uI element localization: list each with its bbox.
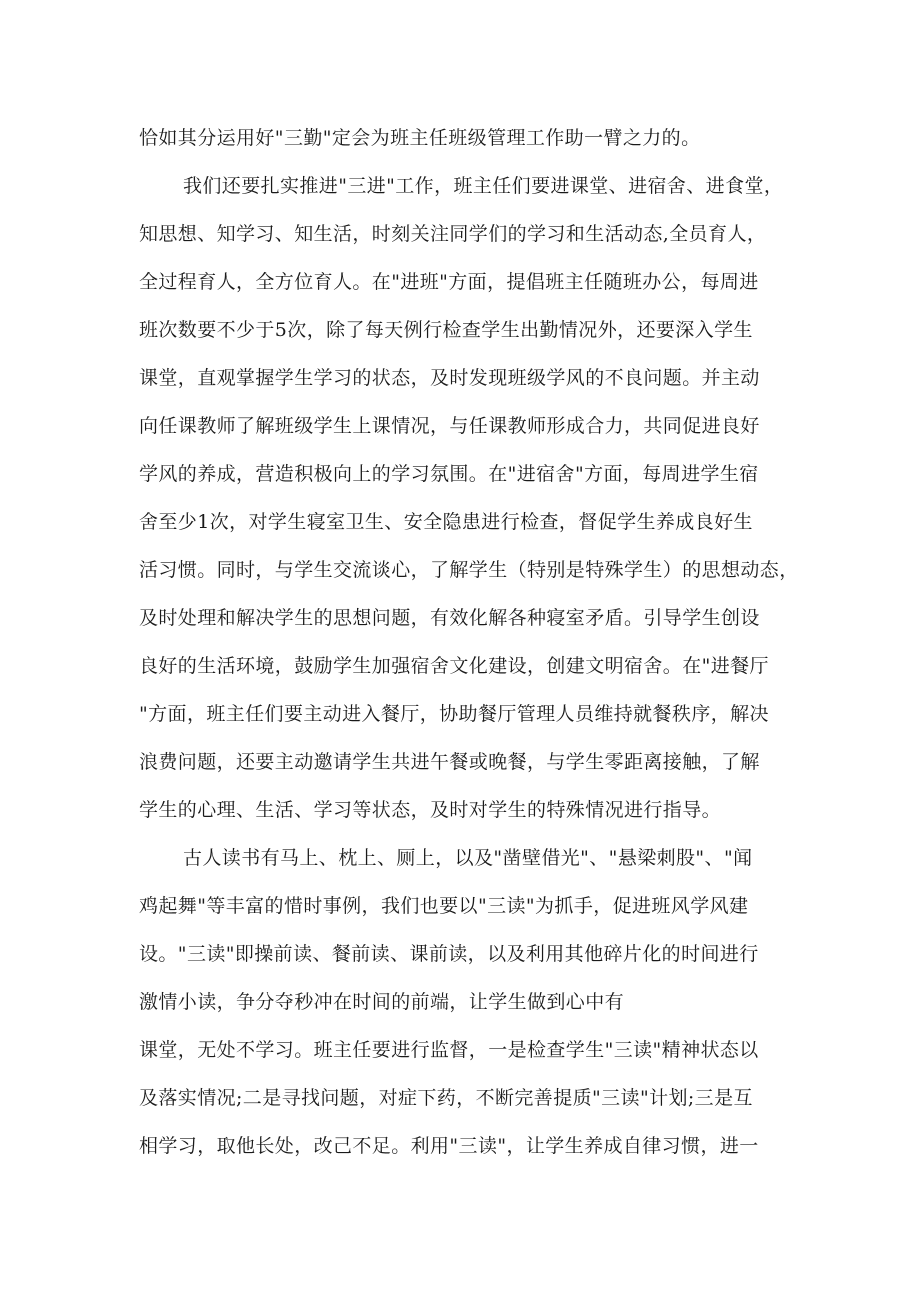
paragraph-first-line: 我们还要扎实推进"三进"工作，班主任们要进课堂、进宿舍、进食堂， bbox=[183, 175, 784, 197]
text-line: 课堂，无处不学习。班主任要进行监督，一是检查学生"三读"精神状态以 bbox=[139, 1039, 759, 1061]
paragraph-first-line: 古人读书有马上、枕上、厕上，以及"凿壁借光"、"悬梁刺股"、"闻 bbox=[183, 847, 753, 869]
text-line: 及时处理和解决学生的思想问题，有效化解各种寝室矛盾。引导学生创设 bbox=[139, 607, 760, 629]
text-line: 相学习，取他长处，改己不足。利用"三读"，让学生养成自律习惯，进一 bbox=[139, 1135, 759, 1157]
text-line: 及落实情况;二是寻找问题，对症下药，不断完善提质"三读"计划;三是互 bbox=[139, 1087, 753, 1109]
text-line: 激情小读，争分夺秒冲在时间的前端，让学生做到心中有 bbox=[139, 991, 625, 1013]
text-line: 学生的心理、生活、学习等状态，及时对学生的特殊情况进行指导。 bbox=[139, 799, 722, 821]
text-line: 浪费问题，还要主动邀请学生共进午餐或晚餐，与学生零距离接触，了解 bbox=[139, 751, 760, 773]
text-line: 恰如其分运用好"三勤"定会为班主任班级管理工作助一臂之力的。 bbox=[139, 127, 701, 149]
text-line: 学风的养成，营造积极向上的学习氛围。在"进宿舍"方面，每周进学生宿 bbox=[139, 463, 759, 485]
text-line: 班次数要不少于5次，除了每天例行检查学生出勤情况外，还要深入学生 bbox=[139, 319, 753, 341]
text-line: 良好的生活环境，鼓励学生加强宿舍文化建设，创建文明宿舍。在"进餐厅 bbox=[139, 655, 769, 677]
text-line: 舍至少1次，对学生寝室卫生、安全隐患进行检查，督促学生养成良好生 bbox=[139, 511, 753, 533]
text-line: 活习惯。同时，与学生交流谈心，了解学生（特别是特殊学生）的思想动态， bbox=[139, 559, 799, 581]
text-line: 鸡起舞"等丰富的惜时事例，我们也要以"三读"为抓手，促进班风学风建 bbox=[139, 895, 749, 917]
text-line: "方面，班主任们要主动进入餐厅，协助餐厅管理人员维持就餐秩序，解决 bbox=[139, 703, 769, 725]
text-line: 向任课教师了解班级学生上课情况，与任课教师形成合力，共同促进良好 bbox=[139, 415, 760, 437]
text-line: 全过程育人，全方位育人。在"进班"方面，提倡班主任随班办公，每周进 bbox=[139, 271, 759, 293]
text-line: 知思想、知学习、知生活，时刻关注同学们的学习和生活动态,全员育人， bbox=[139, 223, 767, 245]
text-line: 课堂，直观掌握学生学习的状态，及时发现班级学风的不良问题。并主动 bbox=[139, 367, 760, 389]
text-line: 设。"三读"即操前读、餐前读、课前读，以及利用其他碎片化的时间进行 bbox=[139, 943, 759, 965]
